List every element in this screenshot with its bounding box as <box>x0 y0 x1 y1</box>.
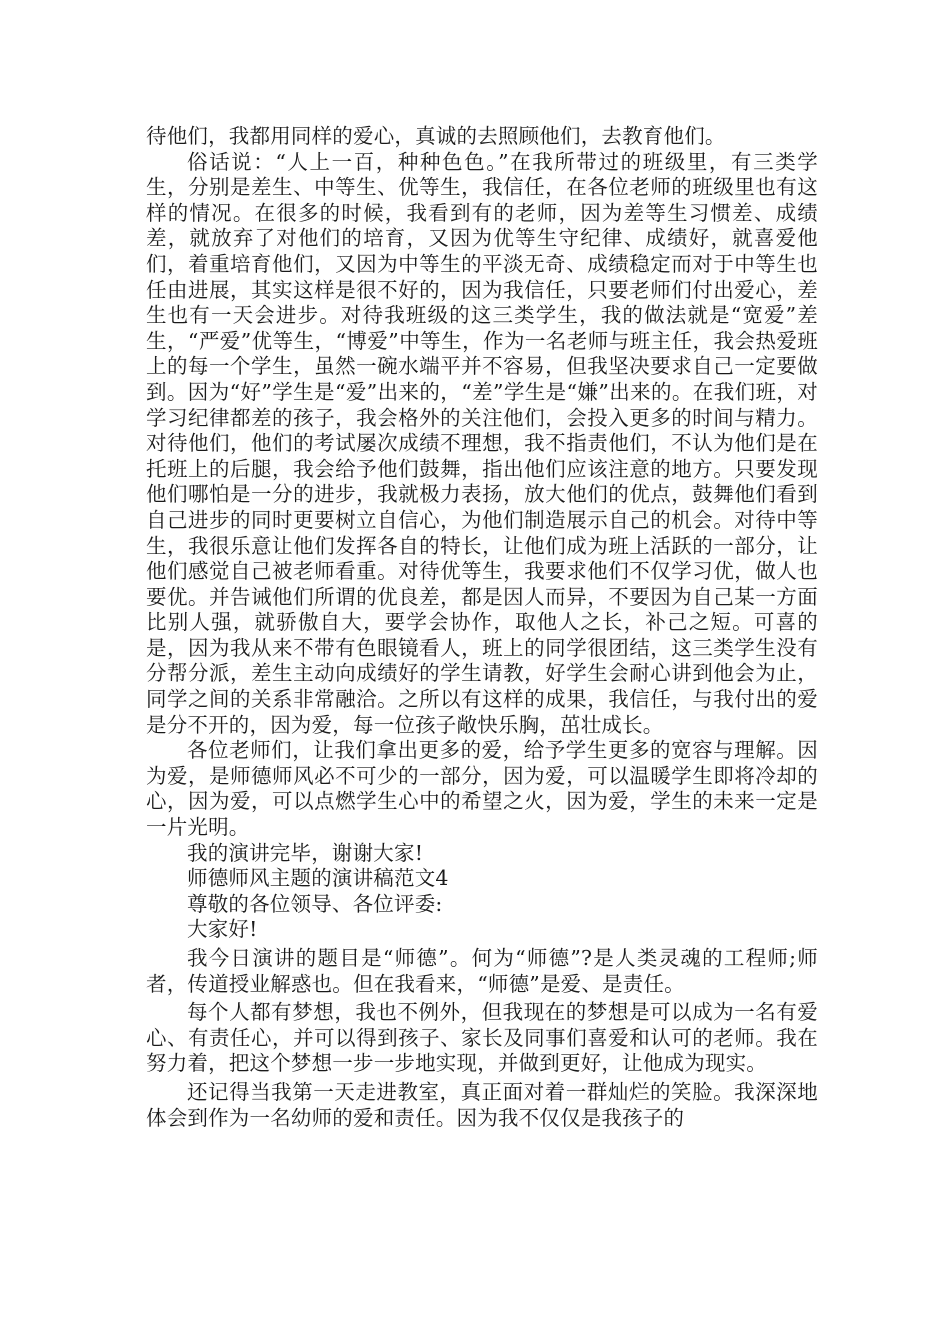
paragraph-8: 我今日演讲的题目是“师德”。何为“师德”?是人类灵魂的工程师;师者，传道授业解惑也。但在我看来，“师德”是爱、是责任。 <box>146 946 818 996</box>
greeting: 大家好! <box>187 917 258 942</box>
paragraph-3: 各位老师们，让我们拿出更多的爱，给予学生更多的宽容与理解。因为爱，是师德师风必不可少的一部分，因为爱，可以温暖学生即将冷却的心，因为爱，可以点燃学生心中的希望之火，因为爱，学生的未来一定是一片光明。 <box>146 738 818 840</box>
salutation: 尊敬的各位领导、各位评委: <box>187 891 443 916</box>
paragraph-10: 还记得当我第一天走进教室，真正面对着一群灿烂的笑脸。我深深地体会到作为一名幼师的爱和责任。因为我不仅仅是我孩子的 <box>146 1079 818 1130</box>
paragraph-2: 俗话说：“人上一百，种种色色。”在我所带过的班级里，有三类学生，分别是差生、中等生、优等生，我信任，在各位老师的班级里也有这样的情况。在很多的时候，我看到有的老师，因为差等生习惯差、成绩差，就放弃了对他们的培育，又因为优等生守纪律、成绩好，就喜爱他们，着重培育他们，又因为中等生的平淡无奇、成绩稳定而对于中等生也任由进展，其实这样是很不好的，因为我信任，只要老师们付出爱心，差生也有一天会进步。对待我班级的这三类学生，我的做法就是“宽爱”差生，“严爱”优等生，“博爱”中等生，作为一名老师与班主任，我会热爱班上的每一个学生，虽然一碗水端平并不容易，但我坚决要求自己一定要做到。因为“好”学生是“爱”出来的，“差”学生是“嫌”出来的。在我们班，对学习纪律都差的孩子，我会格外的关注他们，会投入更多的时间与精力。对待他们，他们的考试屡次成绩不理想，我不指责他们，不认为他们是在托班上的后腿，我会给予他们鼓舞，指出他们应该注意的地方。只要发现他们哪怕是一分的进步，我就极力表扬，放大他们的优点，鼓舞他们看到自己进步的同时更要树立自信心，为他们制造展示自己的机会。对待中等生，我很乐意让他们发挥各自的特长，让他们成为班上活跃的一部分，让他们感觉自己被老师看重。对待优等生，我要求他们不仅学习优，做人也要优。并告诫他们所谓的优良差，都是因人而异，不要因为自己某一方面比别人强，就骄傲自大，要学会协作，取他人之长，补己之短。可喜的是，因为我从来不带有色眼镜看人，班上的同学很团结，这三类学生没有分帮分派，差生主动向成绩好的学生请教，好学生会耐心讲到他会为止，同学之间的关系非常融洽。之所以有这样的成果，我信任，与我付出的爱是分不开的，因为爱，每一位孩子敞快乐胸，茁壮成长。 <box>146 149 818 737</box>
paragraph-9: 每个人都有梦想，我也不例外，但我现在的梦想是可以成为一名有爱心、有责任心，并可以得到孩子、家长及同事们喜爱和认可的老师。我在努力着，把这个梦想一步一步地实现，并做到更好，让他成为现实。 <box>146 1000 818 1076</box>
paragraph-1: 待他们，我都用同样的爱心，真诚的去照顾他们，去教育他们。 <box>146 124 726 148</box>
section-title: 师德师风主题的演讲稿范文4 <box>187 866 449 891</box>
document-page <box>146 124 818 1131</box>
closing-line: 我的演讲完毕，谢谢大家! <box>187 840 424 865</box>
